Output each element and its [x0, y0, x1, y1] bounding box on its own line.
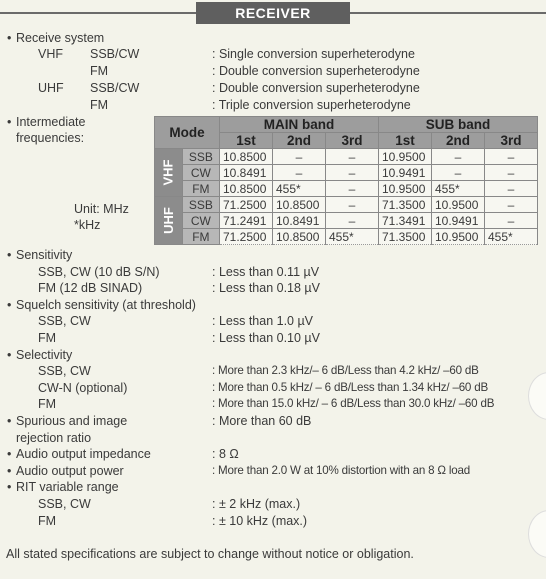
spec-label: SSB, CW [38, 364, 91, 378]
receive-value: : Double conversion superheterodyne [212, 64, 420, 78]
spec-value: : Less than 1.0 µV [212, 314, 314, 328]
if-table-row [155, 213, 538, 229]
spec-label: • Squelch sensitivity (at threshold) [16, 298, 196, 312]
if-table-row [155, 197, 538, 213]
spec-value: : Less than 0.18 µV [212, 281, 320, 295]
frequency-cell: – [432, 165, 485, 181]
frequency-cell: 10.8500 [273, 229, 326, 245]
frequency-cell: – [326, 213, 379, 229]
mode-cell: FM [182, 181, 219, 197]
uhf-band-label [155, 197, 183, 245]
if-table [154, 116, 538, 245]
binder-hole-decoration [528, 510, 546, 558]
sub-band-header: SUB band [379, 117, 538, 133]
receive-system-label: • Receive system [16, 31, 104, 45]
vhf-band-label [155, 149, 183, 197]
sub-1st-header: 1st [379, 133, 432, 149]
frequency-cell: – [273, 165, 326, 181]
frequency-cell: – [485, 197, 538, 213]
frequency-cell: – [273, 149, 326, 165]
spec-label: FM [38, 514, 57, 528]
main-1st-header: 1st [220, 133, 273, 149]
frequency-cell: 455* [273, 181, 326, 197]
receive-mode: FM [90, 64, 109, 78]
receive-mode: SSB/CW [90, 47, 140, 61]
section-title: RECEIVER [196, 2, 350, 24]
if-table-row [155, 229, 538, 245]
spec-label: FM (12 dB SINAD) [38, 281, 143, 295]
spec-label: SSB, CW (10 dB S/N) [38, 265, 160, 279]
if-label-1: • Intermediate [16, 115, 85, 129]
band-label-text: UHF [160, 207, 176, 234]
main-band-header: MAIN band [220, 117, 379, 133]
spec-label: • Sensitivity [16, 248, 72, 262]
receive-mode: FM [90, 98, 109, 112]
band-label-text: VHF [160, 159, 176, 186]
frequency-cell: 71.3491 [379, 213, 432, 229]
frequency-cell: 10.8500 [220, 181, 273, 197]
if-label-2: frequencies: [16, 131, 85, 145]
frequency-cell: – [485, 181, 538, 197]
frequency-cell: 10.8500 [273, 197, 326, 213]
frequency-cell: 71.2500 [220, 197, 273, 213]
spec-value: : Less than 0.10 µV [212, 331, 320, 345]
frequency-cell: – [326, 165, 379, 181]
frequency-cell: – [432, 149, 485, 165]
spec-label: • RIT variable range [16, 480, 119, 494]
if-table-row [155, 181, 538, 197]
unit-label: Unit: MHz [74, 202, 129, 216]
frequency-cell: 10.9500 [432, 229, 485, 245]
binder-hole-decoration [528, 372, 546, 420]
section-header [0, 0, 546, 26]
frequency-cell: 71.2491 [220, 213, 273, 229]
spec-value: : More than 2.0 W at 10% distortion with an 8 Ω load [212, 464, 470, 477]
frequency-cell: 10.9500 [379, 149, 432, 165]
frequency-cell: – [485, 213, 538, 229]
frequency-cell: 10.8491 [220, 165, 273, 181]
mode-cell: SSB [182, 149, 219, 165]
frequency-cell: – [485, 149, 538, 165]
spec-label: SSB, CW [38, 314, 91, 328]
spec-label: CW-N (optional) [38, 381, 128, 395]
if-table-row [155, 165, 538, 181]
receive-value: : Double conversion superheterodyne [212, 81, 420, 95]
main-3rd-header: 3rd [326, 133, 379, 149]
frequency-cell: 71.3500 [379, 229, 432, 245]
receive-band: VHF [38, 47, 63, 61]
receive-value: : Triple conversion superheterodyne [212, 98, 411, 112]
frequency-cell: 10.9500 [432, 197, 485, 213]
spec-value: : Less than 0.11 µV [212, 265, 320, 279]
mode-cell: CW [182, 213, 219, 229]
spec-label: FM [38, 397, 57, 411]
spec-value: : More than 15.0 kHz/ – 6 dB/Less than 30.0 kHz/ –60 dB [212, 397, 495, 410]
main-2nd-header: 2nd [273, 133, 326, 149]
frequency-cell: 10.9500 [379, 181, 432, 197]
mode-cell: SSB [182, 197, 219, 213]
frequency-cell: 10.8500 [220, 149, 273, 165]
frequency-cell: 10.8491 [273, 213, 326, 229]
spec-value: : ± 10 kHz (max.) [212, 514, 308, 528]
sub-3rd-header: 3rd [485, 133, 538, 149]
mode-cell: FM [182, 229, 219, 245]
spec-value: : More than 2.3 kHz/– 6 dB/Less than 4.2 kHz/ –60 dB [212, 364, 479, 377]
frequency-cell: 455* [485, 229, 538, 245]
spec-label: • Selectivity [16, 348, 72, 362]
receive-band: UHF [38, 81, 64, 95]
frequency-cell: 455* [432, 181, 485, 197]
spec-label: FM [38, 331, 57, 345]
spec-label: rejection ratio [16, 431, 92, 445]
receive-value: : Single conversion superheterodyne [212, 47, 415, 61]
spec-value: : ± 2 kHz (max.) [212, 497, 301, 511]
spec-value: : More than 60 dB [212, 414, 312, 428]
footer-note: All stated specifications are subject to change without notice or obligation. [6, 547, 414, 561]
mode-header: Mode [155, 117, 220, 149]
spec-label: SSB, CW [38, 497, 91, 511]
frequency-cell: 10.9491 [379, 165, 432, 181]
frequency-cell: 71.3500 [379, 197, 432, 213]
frequency-cell: 455* [326, 229, 379, 245]
mode-cell: CW [182, 165, 219, 181]
frequency-cell: – [326, 149, 379, 165]
frequency-cell: 10.9491 [432, 213, 485, 229]
if-table-row [155, 149, 538, 165]
receive-mode: SSB/CW [90, 81, 140, 95]
sub-2nd-header: 2nd [432, 133, 485, 149]
spec-label: • Audio output power [16, 464, 124, 478]
unit-khz-label: *kHz [74, 218, 101, 232]
frequency-cell: – [326, 197, 379, 213]
frequency-cell: – [326, 181, 379, 197]
spec-label: • Audio output impedance [16, 447, 151, 461]
spec-value: : 8 Ω [212, 447, 239, 461]
spec-label: • Spurious and image [16, 414, 127, 428]
frequency-cell: 71.2500 [220, 229, 273, 245]
frequency-cell: – [485, 165, 538, 181]
spec-value: : More than 0.5 kHz/ – 6 dB/Less than 1.34 kHz/ –60 dB [212, 381, 488, 394]
